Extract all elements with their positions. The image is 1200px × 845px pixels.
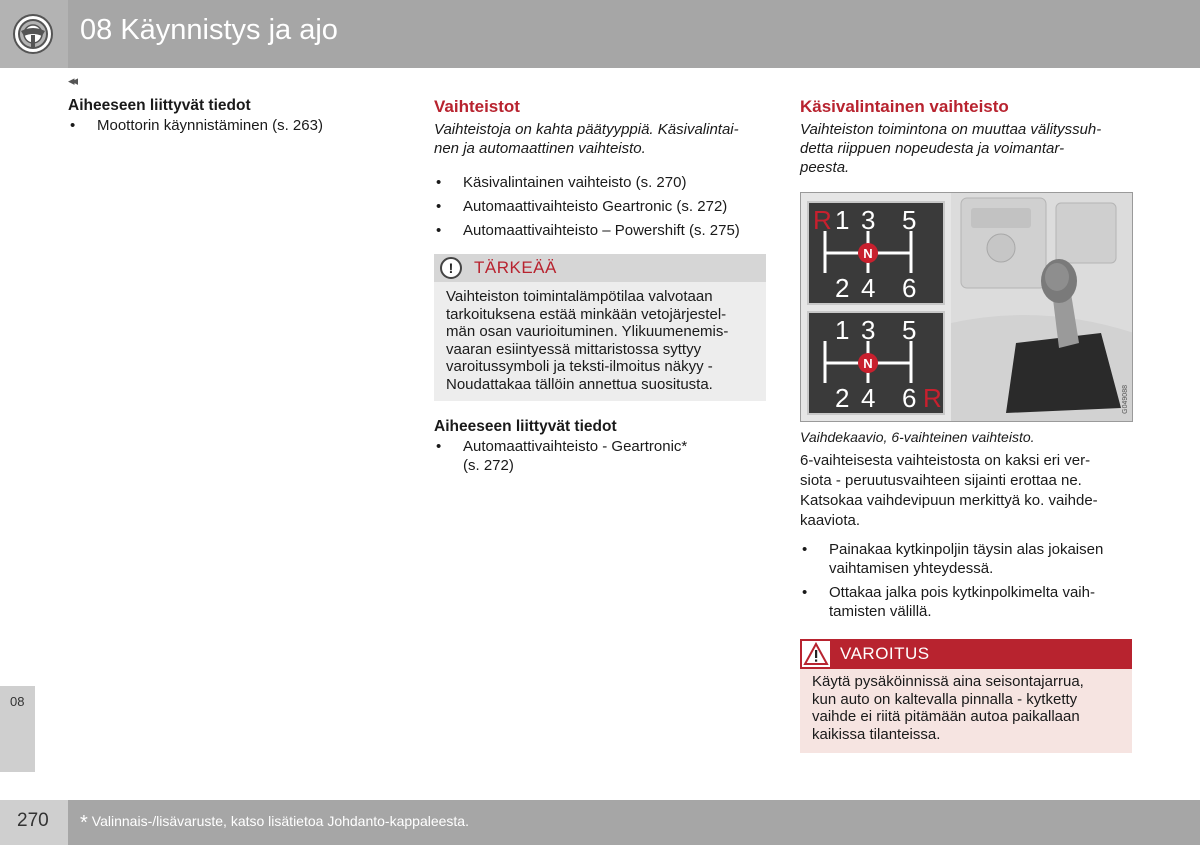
warning-line: vaihde ei riitä pitämään autoa paikallaan — [812, 708, 1080, 725]
svg-text:R: R — [813, 205, 832, 235]
related-list — [68, 116, 358, 135]
svg-text:R: R — [923, 383, 942, 413]
svg-text:3: 3 — [861, 315, 876, 345]
figure-code: G049088 — [1122, 385, 1129, 414]
svg-text:6: 6 — [902, 273, 917, 303]
svg-text:4: 4 — [861, 383, 876, 413]
related-link-line: (s. 272) — [463, 457, 514, 474]
svg-text:1: 1 — [835, 315, 850, 345]
notice-line: tarkoituksena estää minkään vetojärjestel- — [446, 305, 727, 323]
svg-text:4: 4 — [861, 273, 876, 303]
back-nav-icon[interactable]: ◂◂ — [68, 73, 76, 88]
notice-line: varoitussymboli ja teksti-ilmoitus näkyy - — [446, 358, 713, 375]
svg-text:N: N — [863, 246, 873, 261]
svg-text:2: 2 — [835, 273, 850, 303]
svg-text:N: N — [863, 356, 873, 371]
column-left — [68, 96, 358, 135]
gear-shift-figure — [800, 192, 1133, 422]
warning-line: kun auto on kaltevalla pinnalla - kytketty — [812, 690, 1078, 708]
warning-notice-header — [800, 639, 1132, 669]
lead-line: Vaihteiston toimintona on muuttaa välityssuh- — [800, 121, 1102, 138]
related-link[interactable]: • Moottorin käynnistäminen (s. 263) — [68, 116, 358, 135]
warning-notice — [800, 639, 1132, 753]
notice-line: vaaran esiintyessä mittaristossa syttyy — [446, 340, 702, 358]
list-item[interactable]: • Automaattivaihteisto – Powershift (s. 275) — [434, 221, 766, 240]
paragraph-line: Katsokaa vaihdevipuun merkittyä ko. vaihde- — [800, 492, 1098, 509]
body-paragraph — [800, 451, 1132, 531]
lead-line: nen ja automaattinen vaihteisto. — [434, 140, 646, 157]
list-item-line: tamisten välillä. — [829, 603, 932, 620]
important-notice-header — [434, 254, 766, 282]
paragraph-line: siota - peruutusvaihteen sijainti erottaa ne. — [800, 472, 1082, 489]
list-item-line: Ottakaa jalka pois kytkinpolkimelta vaih- — [829, 584, 1095, 601]
page-number: 270 — [17, 810, 49, 831]
related-list — [434, 437, 766, 475]
paragraph-line: 6-vaihteisesta vaihteistosta on kaksi eri ver- — [800, 452, 1091, 469]
footnote-star: * — [80, 812, 88, 834]
lead-line: detta riippuen nopeudesta ja voimantar- — [800, 140, 1065, 157]
svg-text:5: 5 — [902, 315, 917, 345]
list-item-line: vaihtamisen yhteydessä. — [829, 560, 994, 577]
lead-line: peesta. — [800, 159, 850, 176]
chapter-tab-label: 08 — [10, 694, 25, 709]
related-heading: Aiheeseen liittyvät tiedot — [68, 97, 251, 114]
svg-text:6: 6 — [902, 383, 917, 413]
notice-line: Noudattakaa tällöin annettua suositusta. — [446, 375, 713, 393]
warning-notice-title: VAROITUS — [840, 644, 930, 663]
list-item[interactable]: • Automaattivaihteisto Geartronic (s. 272) — [434, 197, 766, 216]
svg-text:2: 2 — [835, 383, 850, 413]
section-lead — [434, 120, 766, 158]
svg-text:3: 3 — [861, 205, 876, 235]
footnote — [80, 812, 469, 835]
important-notice — [434, 254, 766, 401]
gear-pattern-reverse-left — [807, 201, 945, 305]
column-middle — [434, 96, 766, 475]
related-link-line: Automaattivaihteisto - Geartronic* — [463, 438, 688, 455]
warning-triangle-icon — [802, 641, 830, 667]
paragraph-line: kaaviota. — [800, 512, 861, 529]
column-right — [800, 96, 1132, 753]
transmission-list — [434, 173, 766, 240]
chapter-side-tab[interactable] — [0, 686, 35, 772]
lead-line: Vaihteistoja on kahta päätyyppiä. Käsivalintai- — [434, 121, 739, 138]
list-item — [800, 583, 1132, 621]
important-notice-title: TÄRKEÄÄ — [474, 258, 557, 277]
svg-text:5: 5 — [902, 205, 917, 235]
section-title: Käsivalintainen vaihteisto — [800, 97, 1009, 116]
warning-line: Käytä pysäköinnissä aina seisontajarrua, — [812, 673, 1084, 690]
warning-notice-body — [800, 669, 1132, 753]
footnote-text: Valinnais-/lisävaruste, katso lisätietoa Johdanto-kappaleesta. — [91, 813, 469, 829]
list-item — [800, 540, 1132, 578]
exclamation-icon: ! — [440, 257, 462, 279]
figure-caption: Vaihdekaavio, 6-vaihteinen vaihteisto. — [800, 429, 1035, 445]
list-item[interactable]: • Käsivalintainen vaihteisto (s. 270) — [434, 173, 766, 192]
notice-line: Vaihteiston toimintalämpötilaa valvotaan — [446, 288, 713, 305]
section-title: Vaihteistot — [434, 97, 520, 116]
related-heading: Aiheeseen liittyvät tiedot — [434, 418, 617, 435]
important-notice-body — [434, 282, 766, 401]
related-link[interactable] — [434, 437, 766, 475]
chapter-logo-box — [0, 0, 68, 68]
list-item-line: Painakaa kytkinpoljin täysin alas jokaisen — [829, 541, 1104, 558]
gear-pattern-reverse-right — [807, 311, 945, 415]
notice-line: män osan vaurioituminen. Ylikuumenemis- — [446, 323, 729, 340]
svg-text:1: 1 — [835, 205, 850, 235]
steering-wheel-icon — [12, 13, 54, 55]
instruction-list — [800, 540, 1132, 621]
warning-line: kaikissa tilanteissa. — [812, 725, 941, 743]
chapter-title: 08 Käynnistys ja ajo — [80, 14, 338, 46]
section-lead — [800, 120, 1132, 177]
